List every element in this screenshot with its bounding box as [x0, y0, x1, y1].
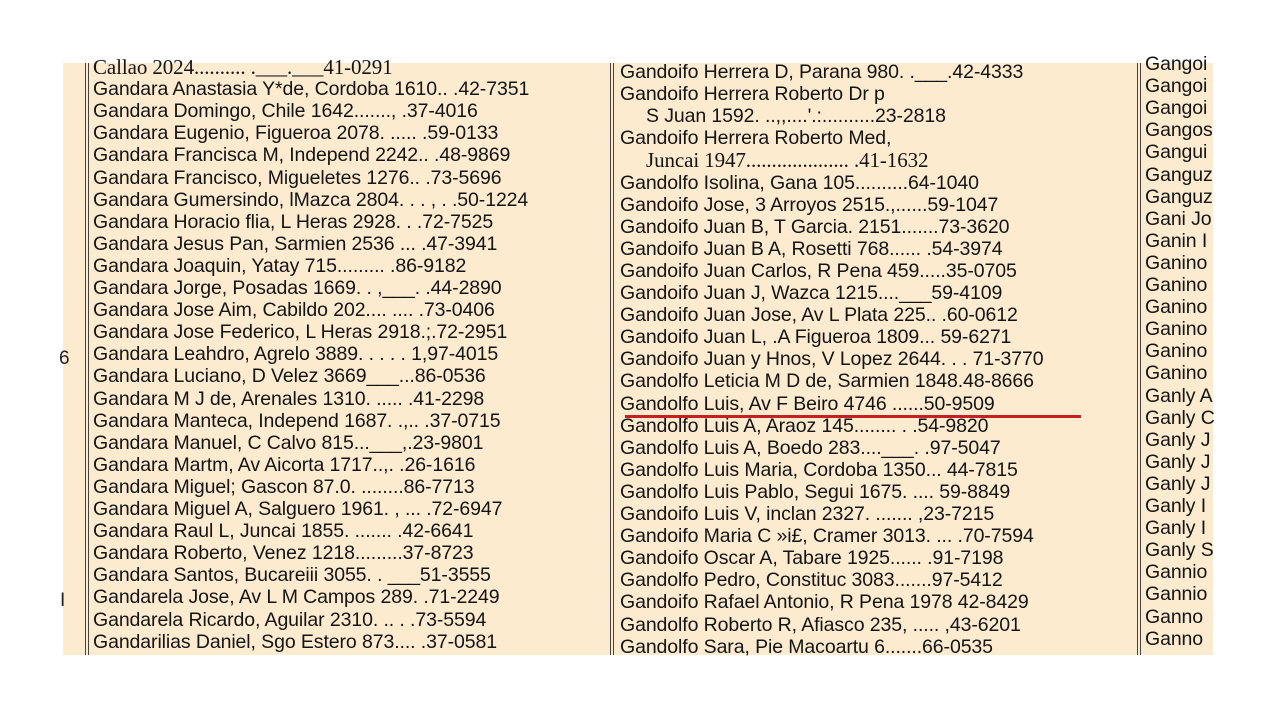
listing-entry: Ganino [1145, 362, 1208, 385]
listing-entry: Gandoifo Maria C »i£, Cramer 3013. ... .70-7594 [620, 525, 1034, 548]
listing-entry: Gandolfo Sara, Pie Macoartu 6.......66-0535 [620, 635, 993, 658]
listing-entry: Gandoifo Juan Carlos, R Pena 459.....35-0705 [620, 259, 1017, 282]
column-rule-middle-inner [613, 63, 614, 655]
listing-entry: Gandara Roberto, Venez 1218.........37-8723 [93, 542, 474, 565]
listing-entry: Ganno [1145, 627, 1204, 650]
listing-entry: Gandoifo Juan B A, Rosetti 768...... .54-3974 [620, 237, 1003, 260]
listing-entry: Gani Jo [1145, 207, 1212, 230]
listing-entry: Ganguz [1145, 185, 1213, 208]
listing-entry: Ganly J [1145, 450, 1211, 473]
listing-entry: Gandoifo Juan J, Wazca 1215....___59-4109 [620, 282, 1003, 304]
listing-entry: Gandoifo Juan Jose, Av L Plata 225.. .60-0612 [620, 304, 1018, 327]
listing-entry: Gandoifo Herrera Roberto Dr p [620, 83, 885, 106]
listing-entry: Gandara Manteca, Independ 1687. .,.. .37-0715 [93, 409, 501, 432]
listing-entry: Gandara Jose Federico, L Heras 2918.;.72-2951 [93, 321, 508, 344]
listing-entry: Gannio [1145, 583, 1208, 606]
listing-entry: Gandara Francisca M, Independ 2242.. .48-9869 [93, 144, 511, 167]
listing-entry: Callao 2024.......... .___.___41-0291 [93, 55, 393, 79]
listing-entry: Gangos [1145, 119, 1213, 142]
column-rule-left-inner [88, 63, 89, 655]
listing-entry: Gandara Raul L, Juncai 1855. ....... .42-6641 [93, 520, 474, 543]
directory-page-scan [59, 53, 1215, 658]
listing-entry: Gandolfo Leticia M D de, Sarmien 1848.48-8666 [620, 370, 1034, 393]
listing-entry: Ganly I [1145, 495, 1207, 517]
listing-entry: Gandara Miguel; Gascon 87.0. ........86-7713 [93, 475, 475, 498]
directory-column-gandolfo [620, 61, 1134, 658]
listing-entry: Gangoi [1145, 97, 1208, 120]
listing-entry: Ganly J [1145, 428, 1211, 451]
listing-entry: Gandara M J de, Arenales 1310. ..... .41-2298 [93, 387, 485, 410]
column-rule-right [1137, 63, 1138, 655]
listing-entry: Gandara Leahdro, Agrelo 3889. . . . . 1,97-4015 [93, 343, 499, 366]
listing-entry: Gandara Martm, Av Aicorta 1717..,. .26-1616 [93, 453, 476, 476]
directory-column-ganly [1145, 53, 1215, 655]
margin-mark-6: 6 [59, 348, 70, 369]
listing-entry-highlighted: Gandolfo Luis, Av F Beiro 4746 ......50-9509 [620, 392, 995, 415]
listing-entry: Gandara Jorge, Posadas 1669. . ,___. .44-2890 [93, 277, 502, 299]
directory-column-gandara [93, 55, 608, 655]
listing-entry: Gandolfo Luis A, Boedo 283....___. .97-5047 [620, 436, 1001, 459]
listing-entry: Ganino [1145, 251, 1208, 274]
listing-entry: Gandara Joaquin, Yatay 715......... .86-9182 [93, 254, 467, 277]
listing-entry: Gandara Eugenio, Figueroa 2078. ..... .59-0133 [93, 122, 499, 145]
listing-entry: Gandoifo Rafael Antonio, R Pena 1978 42-8429 [620, 591, 1029, 614]
listing-entry: Gannio [1145, 561, 1208, 584]
listing-entry: Gandoifo Luis V, inclan 2327. ....... ,23-7215 [620, 503, 995, 525]
listing-entry: Gangoi [1145, 53, 1208, 75]
listing-entry: Gandara Jose Aim, Cabildo 202.... .... .73-0406 [93, 299, 495, 322]
listing-entry: Gandoifo Herrera D, Parana 980. .___.42-4333 [620, 61, 1024, 83]
listing-entry: Ganly I [1145, 517, 1207, 540]
column-rule-right-inner [1140, 63, 1141, 655]
listing-entry: Juncai 1947.................... .41-1632 [646, 148, 929, 173]
listing-entry: Gandoifo Juan y Hnos, V Lopez 2644. . . 71-3770 [620, 348, 1044, 371]
listing-entry: Gandoifo Oscar A, Tabare 1925...... .91-7198 [620, 547, 1004, 570]
listing-entry: Gandoifo Herrera Roberto Med, [620, 127, 892, 150]
listing-entry: S Juan 1592. ..,,....'.:..........23-2818 [646, 105, 946, 128]
listing-entry: Gandara Luciano, D Velez 3669___...86-0536 [93, 365, 486, 388]
column-rule-left [85, 63, 86, 655]
listing-entry: Gandara Miguel A, Salguero 1961. , ... .72-6947 [93, 498, 503, 520]
listing-entry: Gandolfo Pedro, Constituc 3083.......97-5412 [620, 569, 1003, 592]
listing-entry: Gandarela Ricardo, Aguilar 2310. .. . .73-5594 [93, 608, 487, 631]
listing-entry: Gandoifo Juan L, .A Figueroa 1809... 59-6271 [620, 326, 1012, 349]
listing-entry: Ganly A [1145, 384, 1213, 407]
listing-entry: Ganin I [1145, 229, 1208, 252]
listing-entry: Gangoi [1145, 75, 1208, 98]
listing-entry: Ganino [1145, 318, 1208, 341]
listing-entry: Gandarilias Daniel, Sgo Estero 873.... .37-0581 [93, 630, 497, 653]
listing-entry: Ganly J [1145, 472, 1211, 495]
listing-entry: Gandara Francisco, Migueletes 1276.. .73-5696 [93, 166, 502, 189]
listing-entry: Gandara Gumersindo, lMazca 2804. . . , . .50-1224 [93, 188, 529, 211]
listing-entry: Gandara Domingo, Chile 1642......., .37-4016 [93, 100, 478, 123]
listing-entry: Gandolfo Luis A, Araoz 145........ . .54-9820 [620, 414, 989, 437]
listing-entry: Ganino [1145, 274, 1208, 296]
listing-entry: Gandara Santos, Bucareiii 3055. . ___51-3555 [93, 564, 491, 587]
listing-entry: Gandara Jesus Pan, Sarmien 2536 ... .47-3941 [93, 232, 498, 255]
listing-entry: Ganly S [1145, 539, 1214, 562]
listing-entry: Ganino [1145, 340, 1208, 363]
listing-entry: Gandara Anastasia Y*de, Cordoba 1610.. .42-7351 [93, 78, 530, 101]
listing-entry: Ganly C [1145, 406, 1215, 429]
listing-entry: Gandolfo Roberto R, Afiasco 235, ..... ,43-6201 [620, 613, 1021, 636]
column-rule-middle [610, 63, 611, 655]
listing-entry: Gandara Horacio flia, L Heras 2928. . .72-7525 [93, 210, 494, 233]
listing-entry: Gandolfo Luis Pablo, Segui 1675. .... 59-8849 [620, 480, 1011, 503]
listing-entry: Gandolfo Luis Maria, Cordoba 1350... 44-7815 [620, 458, 1018, 481]
listing-entry: Gandoifo Juan B, T Garcia. 2151.......73-3620 [620, 215, 1010, 238]
listing-entry: Ganguz [1145, 163, 1213, 186]
listing-entry: Gandarela Jose, Av L M Campos 289. .71-2249 [93, 586, 500, 609]
listing-entry: Gandoifo Jose, 3 Arroyos 2515.,......59-1047 [620, 193, 999, 216]
listing-entry: Ganino [1145, 296, 1208, 319]
listing-entry: Ganno [1145, 605, 1204, 628]
margin-mark-i: I [60, 590, 66, 611]
listing-entry: Gandara Manuel, C Calvo 815...___,.23-9801 [93, 431, 484, 454]
listing-entry: Gandolfo Isolina, Gana 105..........64-1040 [620, 171, 979, 194]
listing-entry: Gangui [1145, 141, 1208, 164]
